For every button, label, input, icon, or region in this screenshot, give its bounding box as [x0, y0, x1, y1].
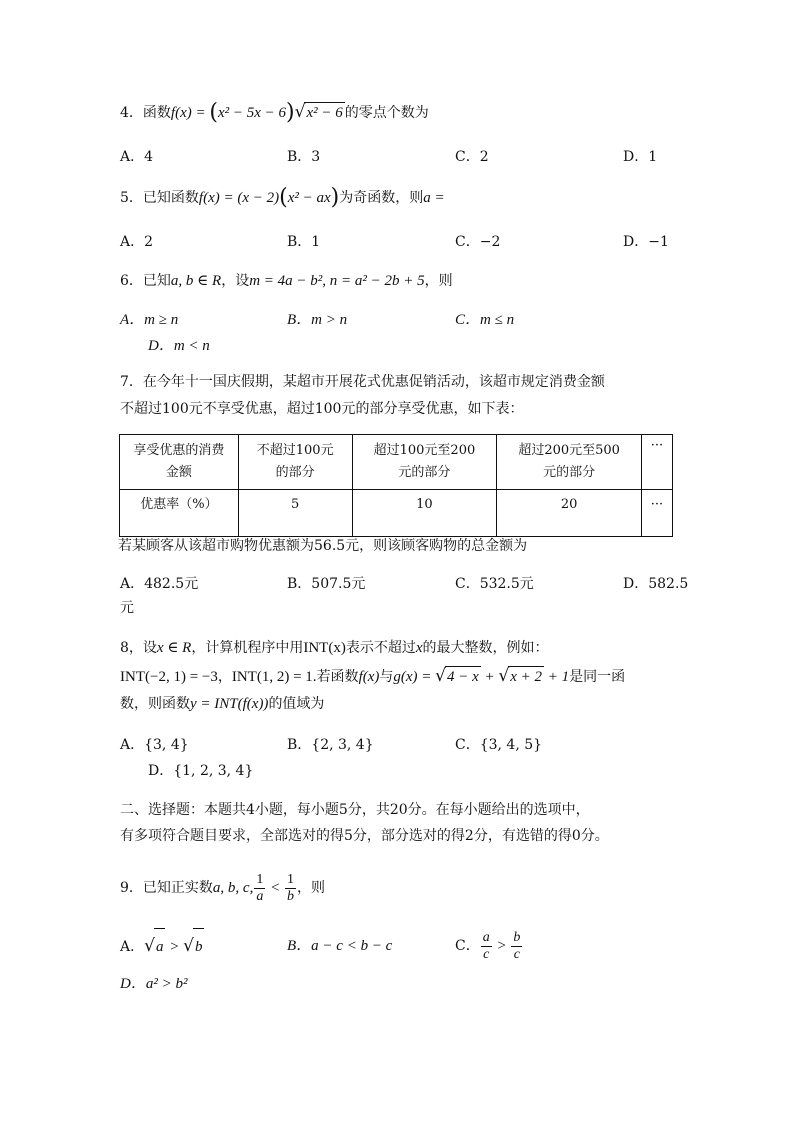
option-a: A．482.5元	[120, 576, 199, 592]
option-c: C．532.5元	[455, 576, 534, 592]
table-header-cell: 超过200元至500 元的部分	[497, 435, 642, 490]
question-7-options	[120, 574, 720, 594]
table-header-cell: ···	[642, 435, 673, 490]
question-9-options	[120, 928, 720, 964]
section-2-line-2: 有多项符合题目要求，全部选对的得5分，部分选对的得2分，有选错的得0分。	[120, 828, 609, 844]
option-b: B．1	[287, 234, 321, 250]
table-cell: 5	[238, 490, 352, 537]
table-cell: 20	[497, 490, 642, 537]
question-8-line-3: 数，则函数y = INT(f(x))的值域为	[120, 696, 325, 712]
option-a: A．{3, 4}	[120, 737, 189, 753]
question-6-option-d-row	[148, 336, 748, 356]
table-cell: 10	[352, 490, 497, 537]
question-7-line-3: 若某顾客从该超市购物优惠额为56.5元，则该顾客购物的总金额为	[118, 538, 528, 554]
option-d: D．{1, 2, 3, 4}	[148, 763, 254, 779]
question-9-stem: 9．已知正实数a, b, c, $\frac{1}{a}$ < $\frac{1}{b}$ ，则	[120, 871, 325, 904]
option-b: B．3	[287, 149, 321, 165]
table-header-cell: 享受优惠的消费 金额	[120, 435, 239, 490]
option-d: D．a² > b²	[120, 976, 188, 992]
option-a: A．√a > √b	[120, 928, 204, 965]
table-header-row	[120, 435, 673, 490]
option-d: D．m < n	[148, 338, 210, 354]
option-c: C．{3, 4, 5}	[455, 737, 543, 753]
option-b: B．{2, 3, 4}	[287, 737, 374, 753]
option-d: D．582.5	[623, 576, 689, 592]
table-row	[120, 490, 673, 537]
table-header-cell: 超过100元至200 元的部分	[352, 435, 497, 490]
table-row-label: 优惠率（%）	[120, 490, 239, 537]
question-8-line-1: 8，设x ∈ R，计算机程序中用INT(x)表示不超过x的最大整数，例如：	[120, 640, 549, 656]
question-8-line-2: INT(−2, 1) = −3，INT(1, 2) = 1.若函数f(x)与g(x) = √4 − x + √x + 2 + 1是同一函	[120, 666, 626, 686]
section-2-line-1: 二、选择题：本题共4小题，每小题5分，共20分。在每小题给出的选项中，	[120, 802, 590, 818]
option-a: A．4	[120, 149, 154, 165]
question-4-options	[120, 147, 720, 167]
option-b: B．m > n	[287, 312, 348, 328]
question-7-line-2: 不超过100元不享受优惠，超过100元的部分享受优惠，如下表：	[120, 401, 524, 417]
option-d: D．1	[623, 149, 658, 165]
option-c: C． $\frac{a}{c}$ > $\frac{b}{c}$	[455, 929, 521, 962]
option-c: C．m ≤ n	[455, 312, 515, 328]
question-5-options	[120, 232, 720, 252]
question-8-option-d-row	[148, 761, 748, 781]
option-d-wrap: 元	[120, 600, 134, 616]
question-6-options	[120, 310, 720, 330]
question-5-stem: 5．已知函数f(x) = (x − 2)(x² − ax)为奇函数，则a =	[120, 185, 445, 210]
option-b: B．a − c < b − c	[287, 938, 393, 954]
option-d: D．−1	[623, 234, 669, 250]
question-7-line-1: 7．在今年十一国庆假期，某超市开展花式优惠促销活动，该超市规定消费金额	[120, 374, 605, 390]
option-a: A．2	[120, 234, 154, 250]
option-a: A．m ≥ n	[120, 312, 179, 328]
question-4-stem: 4．函数f(x) = (x² − 5x − 6)√x² − 6 的零点个数为	[120, 100, 429, 125]
table-cell: ···	[642, 490, 673, 537]
discount-table	[119, 434, 673, 537]
question-8-options	[120, 735, 720, 755]
option-b: B．507.5元	[287, 576, 366, 592]
table-header-cell: 不超过100元 的部分	[238, 435, 352, 490]
option-c: C．2	[455, 149, 489, 165]
option-c: C．−2	[455, 234, 501, 250]
question-6-stem: 6．已知a, b ∈ R，设m = 4a − b², n = a² − 2b + 5，则	[120, 273, 453, 289]
